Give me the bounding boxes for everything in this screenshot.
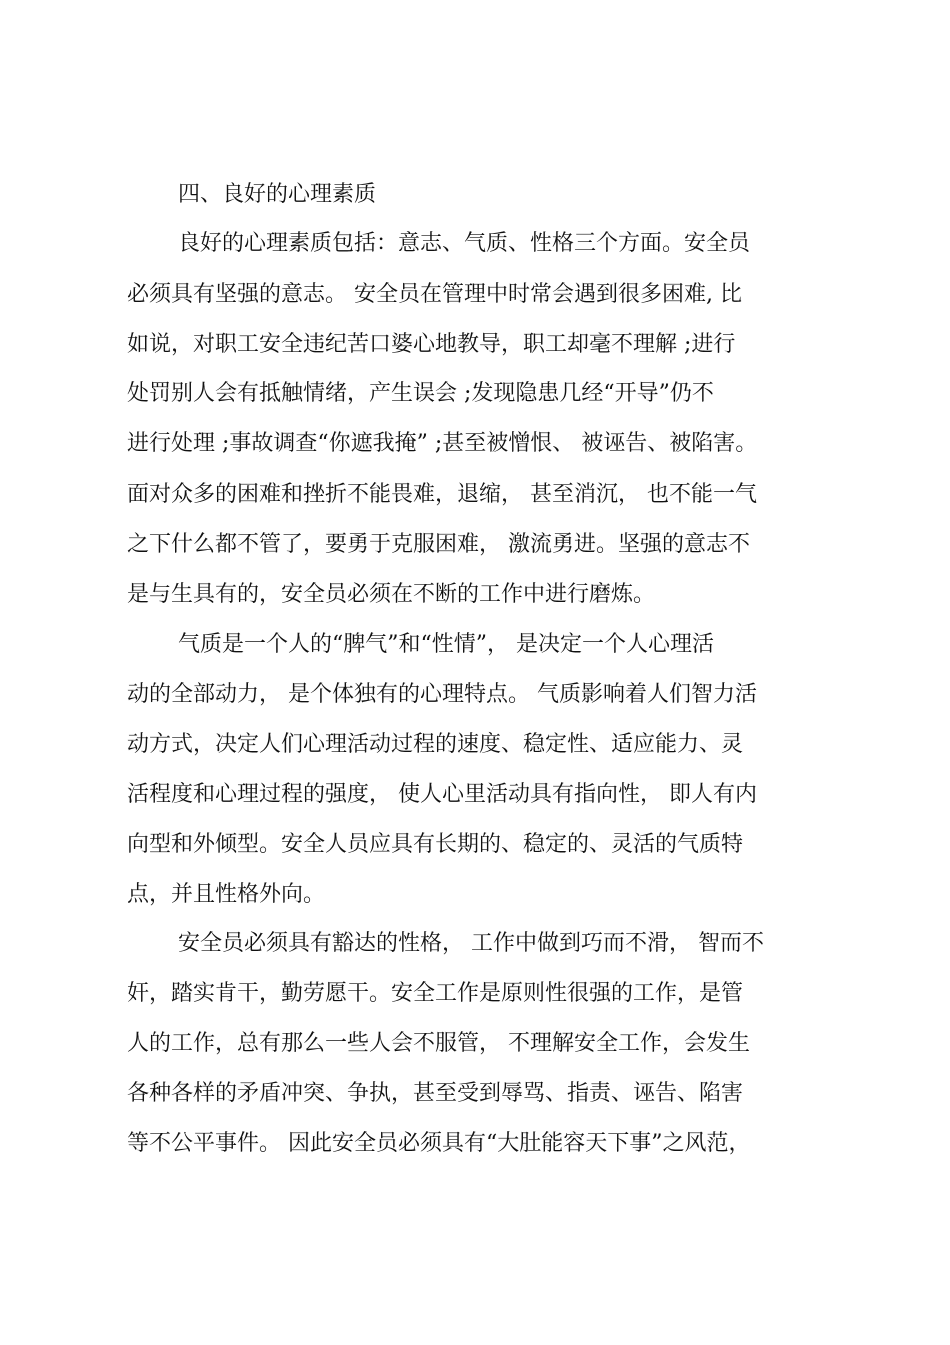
paragraph-line: 良好的心理素质包括：意志、气质、性格三个方面。安全员 [178,231,751,256]
paragraph-line: 如说，对职工安全违纪苦口婆心地教导，职工却毫不理解 ;进行 [127,332,736,357]
paragraph-line: 活程度和心理过程的强度， 使人心里活动具有指向性， 即人有内 [127,782,757,807]
paragraph-line: 等不公平事件。 因此安全员必须具有“大肚能容天下事”之风范， [127,1131,751,1156]
paragraph-line: 动的全部动力， 是个体独有的心理特点。 气质影响着人们智力活 [127,682,757,707]
paragraph-line: 动方式，决定人们心理活动过程的速度、稳定性、适应能力、灵 [127,732,744,757]
section-heading: 四、良好的心理素质 [178,182,377,207]
paragraph-line: 面对众多的困难和挫折不能畏难，退缩， 甚至消沉， 也不能一气 [127,482,757,507]
paragraph-line: 向型和外倾型。安全人员应具有长期的、稳定的、灵活的气质特 [127,832,744,857]
paragraph-line: 各种各样的矛盾冲突、争执，甚至受到辱骂、指责、诬告、陷害 [127,1081,744,1106]
paragraph-line: 安全员必须具有豁达的性格， 工作中做到巧而不滑， 智而不 [178,931,764,956]
paragraph-line: 奸，踏实肯干，勤劳愿干。安全工作是原则性很强的工作，是管 [127,981,744,1006]
paragraph-line: 气质是一个人的“脾气”和“性情”， 是决定一个人心理活 [178,632,714,657]
paragraph-line: 处罚别人会有抵触情绪，产生误会 ;发现隐患几经“开导”仍不 [127,381,714,406]
paragraph-line: 必须具有坚强的意志。 安全员在管理中时常会遇到很多困难, 比 [127,282,742,307]
paragraph-line: 是与生具有的，安全员必须在不断的工作中进行磨炼。 [127,582,656,607]
paragraph-line: 之下什么都不管了，要勇于克服困难， 激流勇进。坚强的意志不 [127,532,750,557]
paragraph-line: 进行处理 ;事故调查“你遮我掩” ;甚至被憎恨、 被诬告、被陷害。 [127,431,758,456]
paragraph-line: 人的工作，总有那么一些人会不服管， 不理解安全工作，会发生 [127,1031,750,1056]
paragraph-line: 点，并且性格外向。 [127,882,326,907]
